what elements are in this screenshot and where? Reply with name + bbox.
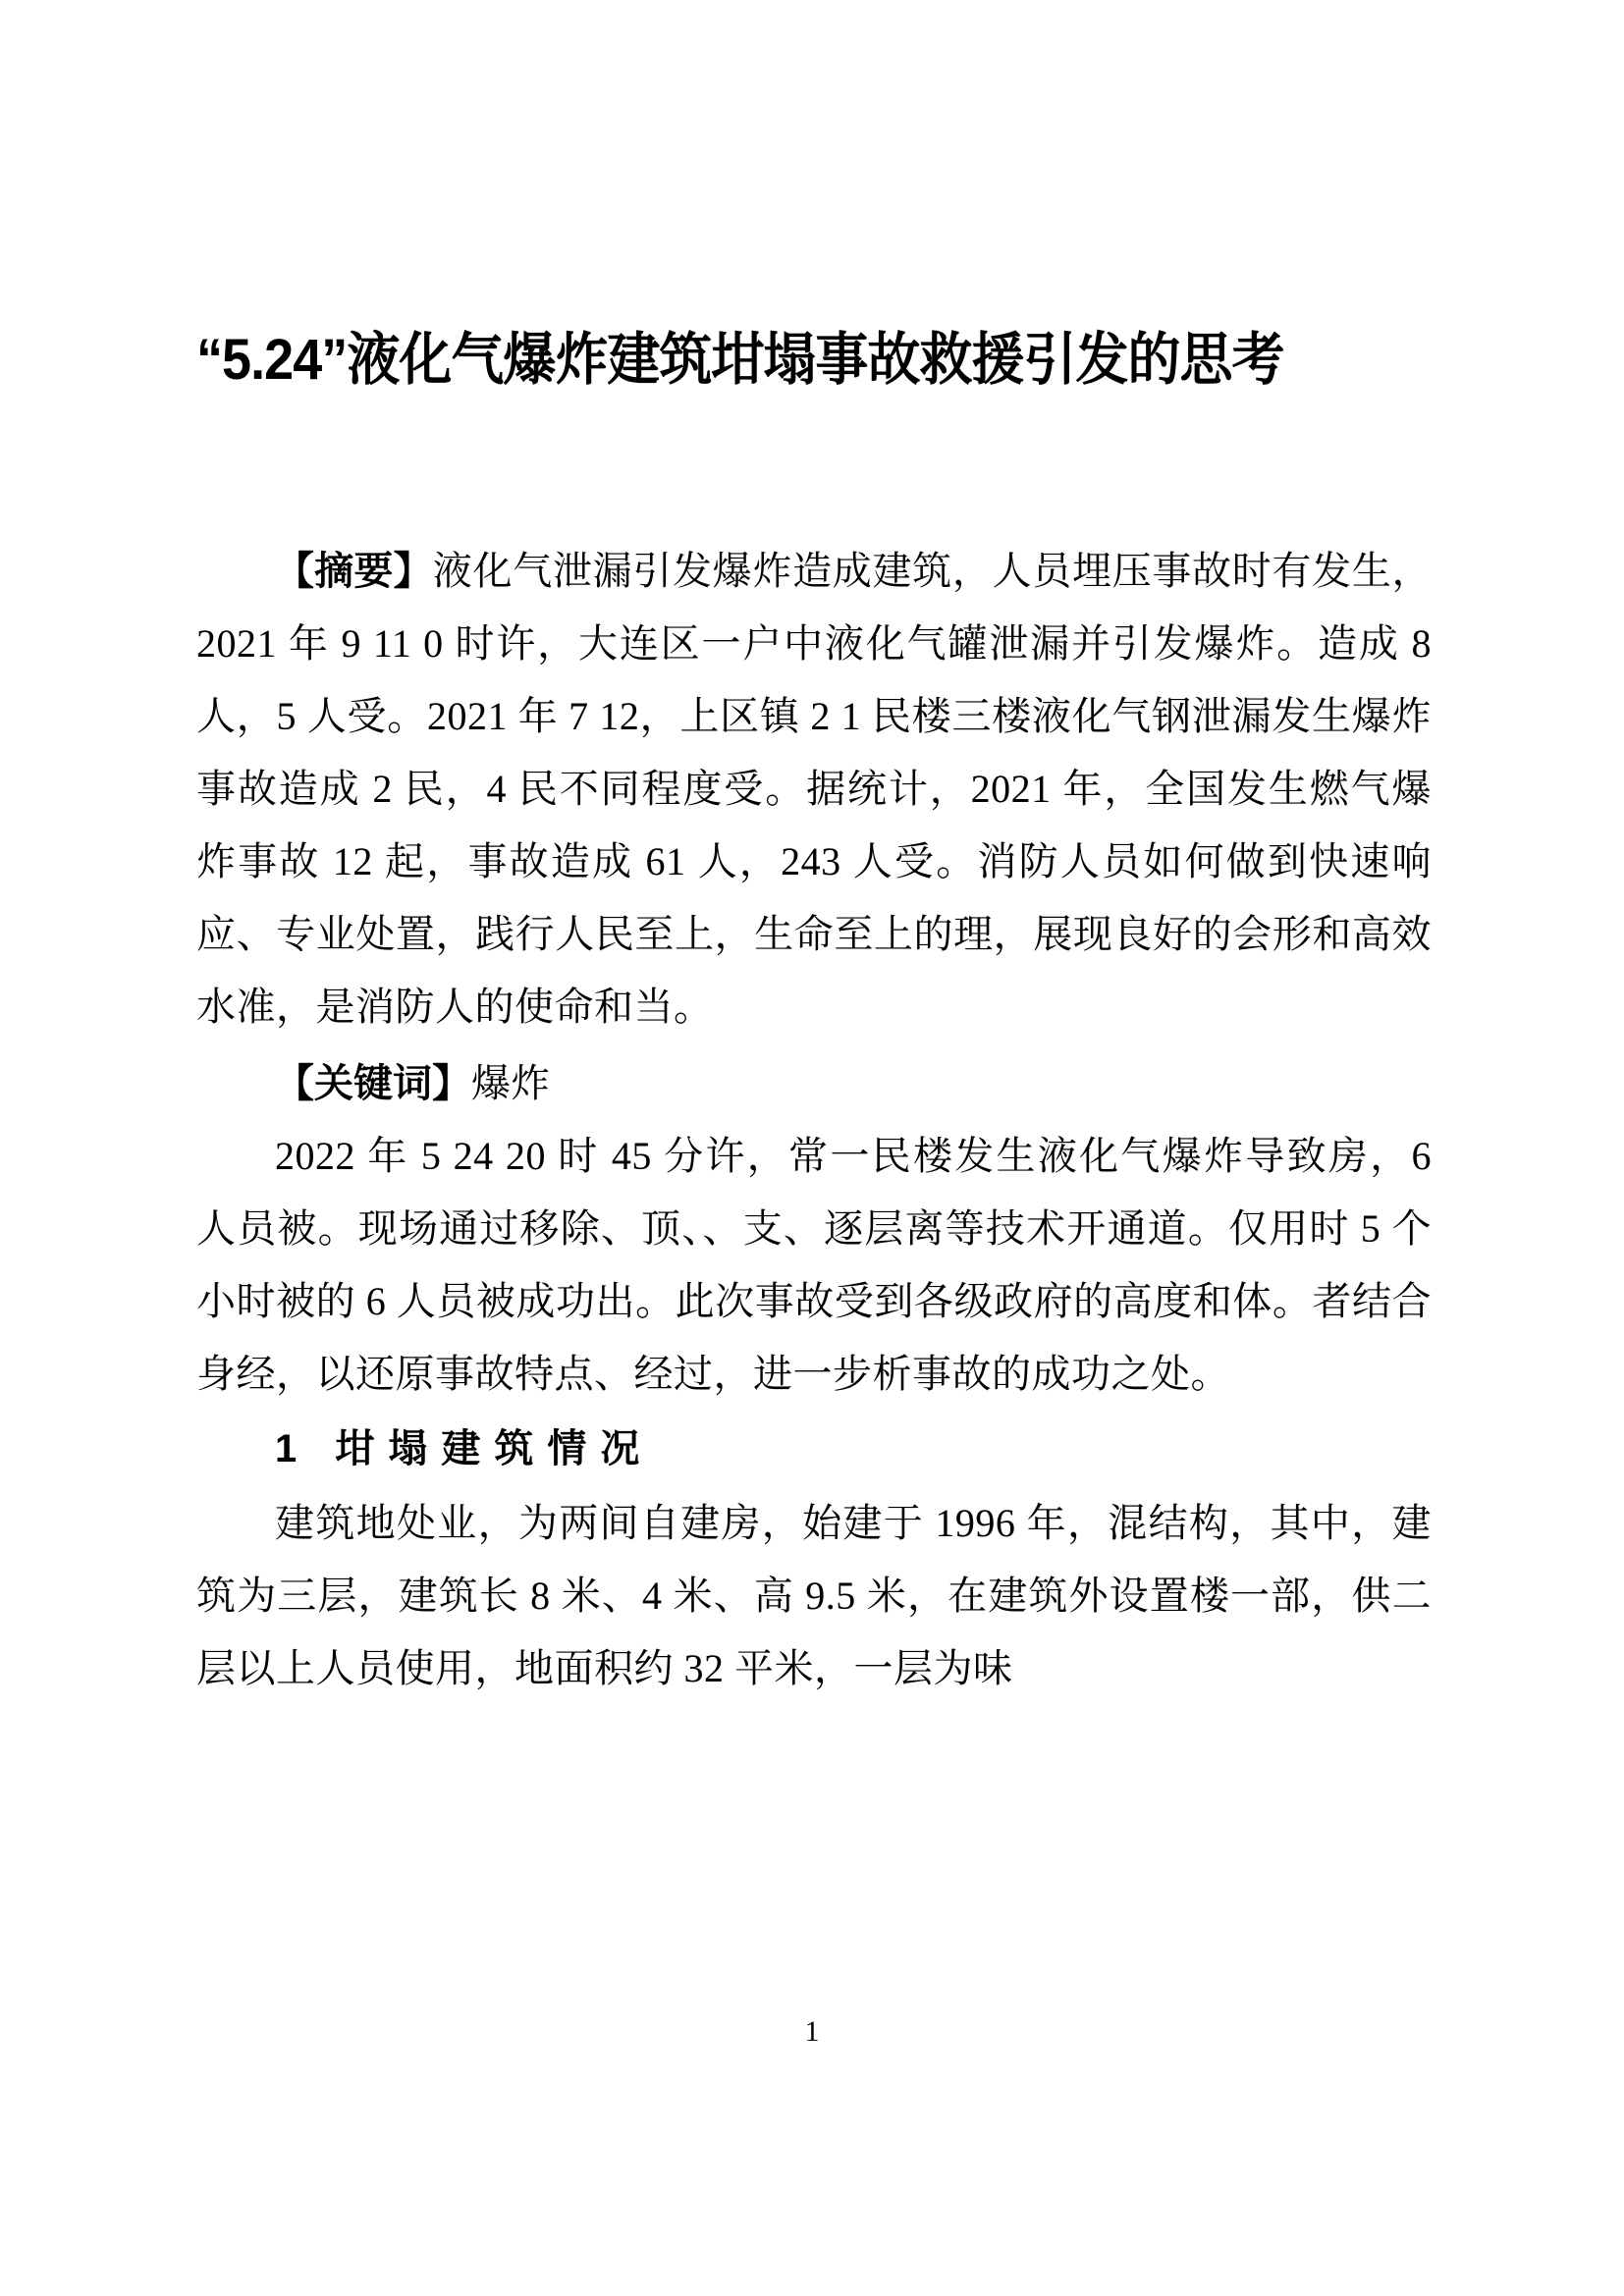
intro-paragraph: 2022 年 5 24 20 时 45 分许，常一民楼发生液化气爆炸导致房，6 人员被。现场通过移除、顶、、支、逐层离等技术开通道。仅用时 5 个小时被的 6 人员被成功出。此次事故受到各级政府的高度和体。者结合身经，以还原事故特点、经过，进一步析事故的成功之处。 [196, 1134, 1432, 1396]
abstract-paragraph [196, 535, 1432, 1043]
page-number: 1 [804, 2015, 820, 2048]
section-1-paragraph: 建筑地处业，为两间自建房，始建于 1996 年，混结构，其中，建筑为三层，建筑长 8 米、4 米、高 9.5 米，在建筑外设置楼一部，供二层以上人员使用，地面积约 32 平米，一层为味 [196, 1501, 1432, 1690]
keywords-label: 【关键词】 [275, 1062, 471, 1105]
keywords-text: 爆炸 [471, 1061, 550, 1105]
abstract-text: 液化气泄漏引发爆炸造成建筑，人员埋压事故时有发生，2021 年 9 11 0 时许，大连区一户中液化气罐泄漏并引发爆炸。造成 8 人，5 人受。2021 年 7 12，上区镇 2 1 民楼三楼液化气钢泄漏发生爆炸事故造成 2 民，4 民不同程度受。据统计，2021 年，全国发生燃气爆炸事故 12 起，事故造成 61 人，243 人受。消防人员如何做到快速响应、专业处置，践行人民至上，生命至上的理，展现良好的会形和高效水准，是消防人的使命和当。 [196, 549, 1433, 1029]
abstract-label: 【摘要】 [275, 550, 433, 593]
keywords-paragraph [196, 1047, 1432, 1120]
document-body [196, 535, 1432, 1705]
section-heading-1: 1 坩塌建筑情况 [275, 1427, 654, 1470]
page-title: “5.24”液化气爆炸建筑坩塌事故救援引发的思考 [196, 327, 1284, 392]
